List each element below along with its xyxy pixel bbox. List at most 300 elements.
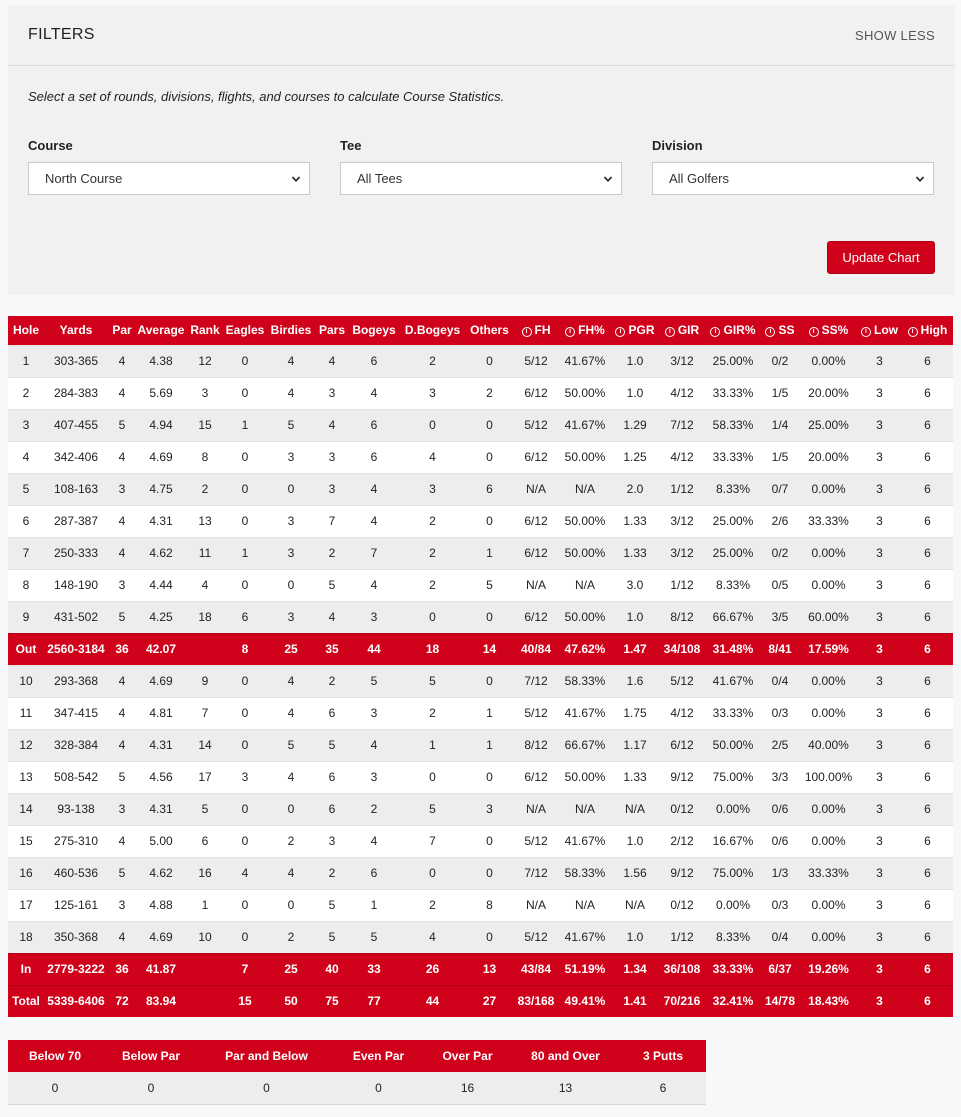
cell-yards: 287-387	[44, 505, 108, 537]
cell-pgr: 1.75	[612, 697, 658, 729]
cell-gir: 34/108	[658, 633, 706, 665]
cell-ss-pct: 0.00%	[800, 473, 857, 505]
division-select[interactable]	[652, 162, 934, 195]
cell-gir-pct: 33.33%	[706, 377, 760, 409]
cell-pgr: 2.0	[612, 473, 658, 505]
cell-par: 36	[108, 953, 136, 985]
cell-gir: 0/12	[658, 889, 706, 921]
filters-title: FILTERS	[28, 26, 95, 43]
cell-rank: 13	[186, 505, 224, 537]
cell-bogeys: 5	[348, 921, 400, 953]
col-header-gir-pct[interactable]	[706, 316, 760, 345]
cell-pars: 2	[316, 537, 348, 569]
division-select-value: All Golfers	[669, 171, 729, 186]
cell-hole: 10	[8, 665, 44, 697]
cell-ss-pct: 40.00%	[800, 729, 857, 761]
cell-bogeys: 6	[348, 857, 400, 889]
cell-fh-pct: 41.67%	[558, 409, 612, 441]
col-header-high[interactable]	[902, 316, 953, 345]
cell-pgr: N/A	[612, 793, 658, 825]
col-header-d-bogeys[interactable]	[400, 316, 465, 345]
col-header-ss[interactable]	[760, 316, 800, 345]
cell-hole: 18	[8, 921, 44, 953]
col-header-label: GIR	[677, 323, 700, 338]
cell-others: 6	[465, 473, 514, 505]
cell-birdies: 0	[266, 569, 316, 601]
cell-bogeys: 33	[348, 953, 400, 985]
cell-low: 3	[857, 569, 902, 601]
cell-fh: 6/12	[514, 537, 558, 569]
cell-average: 41.87	[136, 953, 186, 985]
cell-others: 0	[465, 505, 514, 537]
cell-others: 13	[465, 953, 514, 985]
info-icon[interactable]: i	[861, 327, 871, 337]
cell-bogeys: 6	[348, 345, 400, 377]
cell-yards: 93-138	[44, 793, 108, 825]
hole-row	[8, 601, 953, 633]
cell-others: 0	[465, 761, 514, 793]
cell-pgr: 1.6	[612, 665, 658, 697]
cell-gir-pct: 32.41%	[706, 985, 760, 1017]
course-field	[28, 138, 310, 195]
cell-ss-pct: 20.00%	[800, 441, 857, 473]
cell-ss: 0/3	[760, 697, 800, 729]
summary-header-par-and-below: Par and Below	[200, 1040, 333, 1072]
cell-bogeys: 4	[348, 473, 400, 505]
cell-low: 3	[857, 441, 902, 473]
cell-birdies: 0	[266, 473, 316, 505]
cell-eagles: 0	[224, 729, 266, 761]
cell-low: 3	[857, 697, 902, 729]
cell-ss: 0/7	[760, 473, 800, 505]
cell-ss: 0/5	[760, 569, 800, 601]
cell-ss: 14/78	[760, 985, 800, 1017]
cell-pars: 35	[316, 633, 348, 665]
summary-header-80-and-over: 80 and Over	[511, 1040, 620, 1072]
cell-gir: 8/12	[658, 601, 706, 633]
cell-pgr: 1.0	[612, 921, 658, 953]
cell-par: 72	[108, 985, 136, 1017]
cell-eagles: 0	[224, 697, 266, 729]
cell-rank: 4	[186, 569, 224, 601]
cell-rank: 10	[186, 921, 224, 953]
cell-d-bogeys: 4	[400, 441, 465, 473]
col-header-label: FH	[534, 323, 551, 338]
cell-low: 3	[857, 729, 902, 761]
col-header-eagles[interactable]	[224, 316, 266, 345]
cell-pars: 4	[316, 345, 348, 377]
cell-eagles: 0	[224, 921, 266, 953]
cell-rank: 17	[186, 761, 224, 793]
cell-eagles: 1	[224, 409, 266, 441]
cell-others: 14	[465, 633, 514, 665]
cell-rank	[186, 633, 224, 665]
cell-yards: 5339-6406	[44, 985, 108, 1017]
cell-hole: 14	[8, 793, 44, 825]
cell-fh: 43/84	[514, 953, 558, 985]
cell-birdies: 3	[266, 441, 316, 473]
cell-pars: 5	[316, 569, 348, 601]
cell-eagles: 0	[224, 441, 266, 473]
hole-row	[8, 825, 953, 857]
cell-average: 42.07	[136, 633, 186, 665]
cell-bogeys: 3	[348, 697, 400, 729]
info-icon[interactable]: i	[710, 327, 720, 337]
cell-par: 4	[108, 825, 136, 857]
cell-pars: 2	[316, 665, 348, 697]
cell-pgr: 1.0	[612, 377, 658, 409]
summary-header-3-putts: 3 Putts	[620, 1040, 706, 1072]
cell-bogeys: 44	[348, 633, 400, 665]
col-header-ss-pct[interactable]	[800, 316, 857, 345]
cell-gir-pct: 25.00%	[706, 505, 760, 537]
cell-pars: 5	[316, 729, 348, 761]
cell-pars: 3	[316, 441, 348, 473]
cell-yards: 328-384	[44, 729, 108, 761]
cell-yards: 250-333	[44, 537, 108, 569]
cell-par: 4	[108, 537, 136, 569]
cell-par: 5	[108, 857, 136, 889]
cell-par: 4	[108, 377, 136, 409]
cell-rank: 18	[186, 601, 224, 633]
cell-high: 6	[902, 537, 953, 569]
info-icon[interactable]: i	[809, 327, 819, 337]
cell-fh-pct: 50.00%	[558, 601, 612, 633]
col-header-label: PGR	[628, 323, 655, 338]
cell-eagles: 0	[224, 569, 266, 601]
cell-pars: 5	[316, 889, 348, 921]
summary-value-par-and-below: 0	[200, 1072, 333, 1104]
col-header-fh-pct[interactable]	[558, 316, 612, 345]
cell-hole: 9	[8, 601, 44, 633]
cell-others: 1	[465, 697, 514, 729]
cell-ss: 3/5	[760, 601, 800, 633]
cell-average: 4.69	[136, 921, 186, 953]
course-select[interactable]	[28, 162, 310, 195]
cell-hole: 13	[8, 761, 44, 793]
col-header-birdies[interactable]	[266, 316, 316, 345]
col-header-label: FH%	[578, 323, 605, 338]
cell-d-bogeys: 2	[400, 569, 465, 601]
cell-ss: 3/3	[760, 761, 800, 793]
col-header-low[interactable]	[857, 316, 902, 345]
cell-pgr: 1.47	[612, 633, 658, 665]
cell-average: 4.38	[136, 345, 186, 377]
col-header-gir[interactable]	[658, 316, 706, 345]
cell-rank: 5	[186, 793, 224, 825]
cell-fh: N/A	[514, 889, 558, 921]
cell-fh: 8/12	[514, 729, 558, 761]
cell-low: 3	[857, 377, 902, 409]
course-stats-table	[8, 316, 953, 1017]
cell-par: 4	[108, 729, 136, 761]
cell-fh-pct: 49.41%	[558, 985, 612, 1017]
info-icon[interactable]: i	[615, 327, 625, 337]
cell-eagles: 0	[224, 505, 266, 537]
cell-bogeys: 4	[348, 505, 400, 537]
hole-row	[8, 889, 953, 921]
summary-row-out	[8, 633, 953, 665]
cell-average: 4.25	[136, 601, 186, 633]
cell-pars: 40	[316, 953, 348, 985]
cell-pars: 3	[316, 825, 348, 857]
cell-low: 3	[857, 985, 902, 1017]
cell-ss: 0/3	[760, 889, 800, 921]
cell-fh-pct: 50.00%	[558, 537, 612, 569]
cell-high: 6	[902, 377, 953, 409]
cell-eagles: 4	[224, 857, 266, 889]
cell-eagles: 0	[224, 665, 266, 697]
cell-high: 6	[902, 985, 953, 1017]
cell-birdies: 5	[266, 729, 316, 761]
cell-ss-pct: 100.00%	[800, 761, 857, 793]
cell-par: 4	[108, 921, 136, 953]
cell-ss-pct: 25.00%	[800, 409, 857, 441]
cell-others: 27	[465, 985, 514, 1017]
cell-rank: 11	[186, 537, 224, 569]
cell-ss: 1/3	[760, 857, 800, 889]
info-icon[interactable]: i	[765, 327, 775, 337]
cell-d-bogeys: 2	[400, 505, 465, 537]
hole-row	[8, 473, 953, 505]
cell-yards: 431-502	[44, 601, 108, 633]
cell-low: 3	[857, 473, 902, 505]
cell-yards: 293-368	[44, 665, 108, 697]
cell-ss-pct: 0.00%	[800, 569, 857, 601]
cell-hole: 7	[8, 537, 44, 569]
tee-select[interactable]	[340, 162, 622, 195]
cell-gir-pct: 66.67%	[706, 601, 760, 633]
cell-yards: 460-536	[44, 857, 108, 889]
info-icon[interactable]: i	[522, 327, 532, 337]
cell-rank: 7	[186, 697, 224, 729]
cell-gir: 4/12	[658, 377, 706, 409]
cell-others: 0	[465, 825, 514, 857]
score-summary-table	[8, 1040, 706, 1105]
col-header-label: Eagles	[225, 323, 265, 338]
cell-ss-pct: 0.00%	[800, 665, 857, 697]
cell-pgr: 1.0	[612, 345, 658, 377]
cell-hole: 6	[8, 505, 44, 537]
cell-low: 3	[857, 505, 902, 537]
tee-select-value: All Tees	[357, 171, 403, 186]
cell-fh-pct: 41.67%	[558, 345, 612, 377]
summary-value-3-putts: 6	[620, 1072, 706, 1104]
course-select-value: North Course	[45, 171, 123, 186]
col-header-par[interactable]	[108, 316, 136, 345]
cell-gir: 3/12	[658, 505, 706, 537]
col-header-label: Bogeys	[352, 323, 396, 338]
summary-header-below-70: Below 70	[8, 1040, 102, 1072]
summary-header-over-par: Over Par	[424, 1040, 511, 1072]
cell-high: 6	[902, 505, 953, 537]
cell-pgr: 1.25	[612, 441, 658, 473]
cell-rank	[186, 985, 224, 1017]
cell-birdies: 25	[266, 953, 316, 985]
cell-gir: 1/12	[658, 473, 706, 505]
chevron-down-icon	[915, 174, 925, 184]
cell-par: 3	[108, 473, 136, 505]
cell-gir-pct: 50.00%	[706, 729, 760, 761]
cell-hole: 2	[8, 377, 44, 409]
hole-row	[8, 441, 953, 473]
cell-d-bogeys: 2	[400, 537, 465, 569]
cell-low: 3	[857, 345, 902, 377]
summary-value-below-par: 0	[102, 1072, 200, 1104]
cell-bogeys: 4	[348, 825, 400, 857]
cell-gir: 9/12	[658, 857, 706, 889]
cell-fh: 6/12	[514, 441, 558, 473]
cell-bogeys: 3	[348, 601, 400, 633]
cell-ss: 0/4	[760, 921, 800, 953]
cell-hole: In	[8, 953, 44, 985]
cell-average: 4.62	[136, 857, 186, 889]
cell-ss-pct: 0.00%	[800, 345, 857, 377]
cell-low: 3	[857, 857, 902, 889]
cell-high: 6	[902, 825, 953, 857]
col-header-fh[interactable]	[514, 316, 558, 345]
cell-birdies: 4	[266, 345, 316, 377]
hole-row	[8, 697, 953, 729]
cell-fh-pct: 41.67%	[558, 825, 612, 857]
cell-gir: 0/12	[658, 793, 706, 825]
cell-fh: 83/168	[514, 985, 558, 1017]
cell-gir: 4/12	[658, 697, 706, 729]
cell-yards: 284-383	[44, 377, 108, 409]
cell-hole: 16	[8, 857, 44, 889]
cell-bogeys: 4	[348, 377, 400, 409]
col-header-average[interactable]	[136, 316, 186, 345]
col-header-rank[interactable]	[186, 316, 224, 345]
summary-value-even-par: 0	[333, 1072, 424, 1104]
cell-average: 4.31	[136, 729, 186, 761]
cell-bogeys: 6	[348, 409, 400, 441]
cell-d-bogeys: 2	[400, 697, 465, 729]
col-header-others[interactable]	[465, 316, 514, 345]
cell-bogeys: 5	[348, 665, 400, 697]
cell-high: 6	[902, 889, 953, 921]
division-field	[652, 138, 934, 195]
cell-low: 3	[857, 665, 902, 697]
cell-high: 6	[902, 441, 953, 473]
col-header-label: D.Bogeys	[404, 323, 461, 338]
col-header-pgr[interactable]	[612, 316, 658, 345]
cell-eagles: 8	[224, 633, 266, 665]
cell-eagles: 15	[224, 985, 266, 1017]
cell-par: 5	[108, 601, 136, 633]
show-less-toggle[interactable]: SHOW LESS	[855, 27, 935, 43]
cell-birdies: 5	[266, 409, 316, 441]
cell-yards: 125-161	[44, 889, 108, 921]
cell-birdies: 2	[266, 825, 316, 857]
cell-high: 6	[902, 857, 953, 889]
cell-high: 6	[902, 665, 953, 697]
col-header-bogeys[interactable]	[348, 316, 400, 345]
cell-gir: 36/108	[658, 953, 706, 985]
cell-fh-pct: N/A	[558, 889, 612, 921]
filters-header	[8, 5, 955, 66]
cell-gir-pct: 41.67%	[706, 665, 760, 697]
cell-rank: 15	[186, 409, 224, 441]
cell-fh: 5/12	[514, 825, 558, 857]
cell-bogeys: 6	[348, 441, 400, 473]
col-header-pars[interactable]	[316, 316, 348, 345]
cell-birdies: 4	[266, 761, 316, 793]
cell-average: 4.81	[136, 697, 186, 729]
info-icon[interactable]: i	[565, 327, 575, 337]
cell-d-bogeys: 26	[400, 953, 465, 985]
cell-ss-pct: 0.00%	[800, 537, 857, 569]
cell-gir-pct: 33.33%	[706, 697, 760, 729]
col-header-label: Birdies	[270, 323, 312, 338]
cell-fh-pct: 58.33%	[558, 857, 612, 889]
col-header-yards[interactable]	[44, 316, 108, 345]
cell-d-bogeys: 1	[400, 729, 465, 761]
cell-bogeys: 4	[348, 569, 400, 601]
update-chart-button[interactable]: Update Chart	[827, 241, 935, 274]
cell-average: 4.75	[136, 473, 186, 505]
cell-fh-pct: N/A	[558, 569, 612, 601]
cell-ss-pct: 33.33%	[800, 505, 857, 537]
cell-others: 5	[465, 569, 514, 601]
cell-eagles: 1	[224, 537, 266, 569]
cell-gir: 5/12	[658, 665, 706, 697]
cell-high: 6	[902, 601, 953, 633]
cell-fh-pct: 50.00%	[558, 761, 612, 793]
cell-fh-pct: 51.19%	[558, 953, 612, 985]
summary-value-over-par: 16	[424, 1072, 511, 1104]
info-icon[interactable]: i	[665, 327, 675, 337]
col-header-label: Pars	[318, 323, 346, 338]
cell-high: 6	[902, 633, 953, 665]
cell-ss-pct: 18.43%	[800, 985, 857, 1017]
info-icon[interactable]: i	[908, 327, 918, 337]
col-header-hole[interactable]	[8, 316, 44, 345]
hole-row	[8, 569, 953, 601]
cell-low: 3	[857, 537, 902, 569]
cell-gir: 6/12	[658, 729, 706, 761]
cell-yards: 108-163	[44, 473, 108, 505]
cell-par: 3	[108, 569, 136, 601]
hole-row	[8, 377, 953, 409]
cell-ss: 0/2	[760, 537, 800, 569]
cell-par: 4	[108, 505, 136, 537]
cell-pgr: 1.34	[612, 953, 658, 985]
col-header-label: Yards	[59, 323, 93, 338]
hole-row	[8, 505, 953, 537]
cell-high: 6	[902, 473, 953, 505]
cell-rank	[186, 953, 224, 985]
cell-rank: 3	[186, 377, 224, 409]
cell-pars: 3	[316, 377, 348, 409]
cell-gir-pct: 0.00%	[706, 889, 760, 921]
cell-average: 4.56	[136, 761, 186, 793]
cell-gir-pct: 33.33%	[706, 953, 760, 985]
cell-others: 2	[465, 377, 514, 409]
cell-birdies: 3	[266, 601, 316, 633]
cell-pars: 6	[316, 793, 348, 825]
cell-yards: 347-415	[44, 697, 108, 729]
cell-fh-pct: 41.67%	[558, 697, 612, 729]
cell-hole: 4	[8, 441, 44, 473]
cell-gir: 3/12	[658, 537, 706, 569]
cell-par: 4	[108, 441, 136, 473]
cell-high: 6	[902, 729, 953, 761]
cell-high: 6	[902, 697, 953, 729]
cell-average: 4.62	[136, 537, 186, 569]
cell-pgr: 1.33	[612, 537, 658, 569]
col-header-label: Par	[112, 323, 132, 338]
